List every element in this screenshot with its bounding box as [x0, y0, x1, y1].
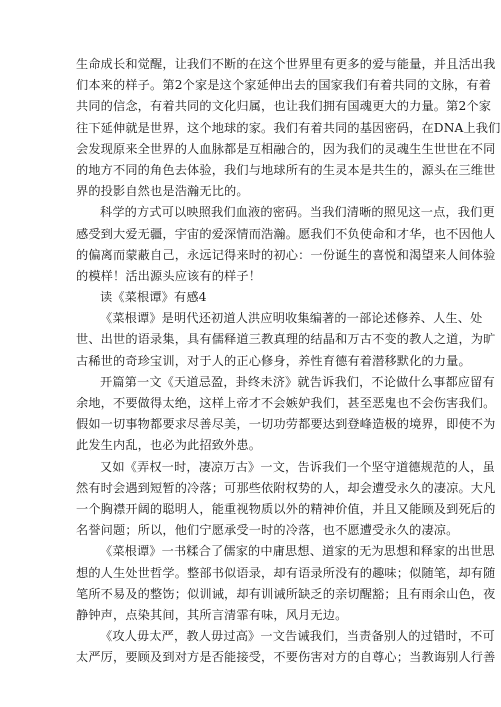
text-line: 想的人生处世哲学。整部书似语录，却有语录所没有的趣味；似随笔，却有随 — [76, 565, 496, 580]
text-line: 世、出世的语录集，具有儒释道三教真理的结晶和万古不变的教人之道，为旷 — [76, 332, 496, 347]
section-heading — [76, 287, 444, 308]
text-line: 然有时会遇到短暂的冷落；可那些依附权势的人，却会遭受永久的凄凉。大凡 — [76, 480, 496, 495]
text-line: 假如一切事物都要求尽善尽美，一切功劳都要达到登峰造极的境界，即使不为 — [76, 417, 496, 432]
text-line: 会发现原来全世界的人血脉都是互相融合的，因为我们的灵魂生生世世在不同 — [76, 141, 496, 156]
text-line: 《菜根谭》一书糅合了儒家的中庸思想、道家的无为思想和释家的出世思 — [100, 544, 495, 559]
paragraph — [76, 308, 496, 372]
text-line: 的偏离而蒙蔽自己，永远记得来时的初心：一份诞生的喜悦和渴望来人间体验 — [76, 247, 496, 262]
text-line: 此发生内乱，也必为此招致外患。 — [76, 438, 262, 453]
text-line: 科学的方式可以映照我们血液的密码。当我们清晰的照见这一点，我们更 — [100, 205, 495, 220]
text-line: 共同的信念，有着共同的文化归属，也让我们拥有国魂更大的力量。第2个家 — [76, 99, 492, 114]
text-line: 读《菜根谭》有感4 — [100, 290, 207, 305]
paragraph — [76, 202, 496, 287]
text-line: 一个胸襟开阔的聪明人，能重视物质以外的精神价值，并且又能顾及到死后的 — [76, 501, 496, 516]
paragraph — [76, 626, 496, 668]
paragraph — [76, 541, 496, 626]
text-line: 《菜根谭》是明代还初道人洪应明收集编著的一部论述修养、人生、处 — [100, 311, 483, 326]
text-line: 开篇第一文《天道忌盈，卦终未济》就告诉我们，不论做什么事都应留有 — [100, 374, 495, 389]
text-line: 感受到大爱无疆，宇宙的爱深情而浩瀚。愿我们不负使命和才华，也不因他人 — [76, 226, 496, 241]
text-line: 们本来的样子。第2个家是这个家延伸出去的国家我们有着共同的文脉，有着 — [76, 78, 492, 93]
paragraph — [76, 457, 496, 542]
text-line: 静钟声，点染其间，其所言清霏有味，风月无边。 — [76, 607, 348, 622]
text-line: 往下延伸就是世界，这个地球的家。我们有着共同的基因密码，在DNA上我们 — [76, 120, 501, 135]
text-line: 生命成长和觉醒，让我们不断的在这个世界里有更多的爱与能量，并且活出我 — [76, 57, 496, 71]
text-line: 余地，不要做得太绝，这样上帝才不会嫉妒我们，甚至恶鬼也不会伤害我们。 — [76, 396, 496, 410]
paragraph — [76, 372, 496, 457]
text-line: 的地方不同的角色去体验，我们与地球所有的生灵本是共生的，源头在三维世 — [76, 162, 496, 177]
text-line: 笔所不易及的整饬；似训诫，却有训诫所缺乏的亲切醒豁；且有雨余山色，夜 — [76, 586, 496, 601]
text-line: 又如《弄权一时，凄凉万古》一文，告诉我们一个坚守道德规范的人，虽 — [100, 459, 495, 474]
text-line: 的模样！活出源头应该有的样子！ — [76, 268, 262, 283]
text-line: 太严厉，要顾及到对方是否能接受，不要伤害对方的自尊心；当教诲别人行善 — [76, 650, 496, 665]
text-line: 古稀世的奇珍宝训，对于人的正心修身，养性育德有着潜移默化的力量。 — [76, 353, 471, 368]
text-line: 界的投影自然也是浩瀚无比的。 — [76, 184, 249, 199]
text-line: 《攻人毋太严，教人毋过高》一文告诫我们，当责备别人的过错时，不可 — [100, 629, 495, 644]
text-line: 名誉问题；所以，他们宁愿承受一时的冷落，也不愿遭受永久的凄凉。 — [76, 523, 459, 538]
paragraph — [76, 54, 501, 202]
